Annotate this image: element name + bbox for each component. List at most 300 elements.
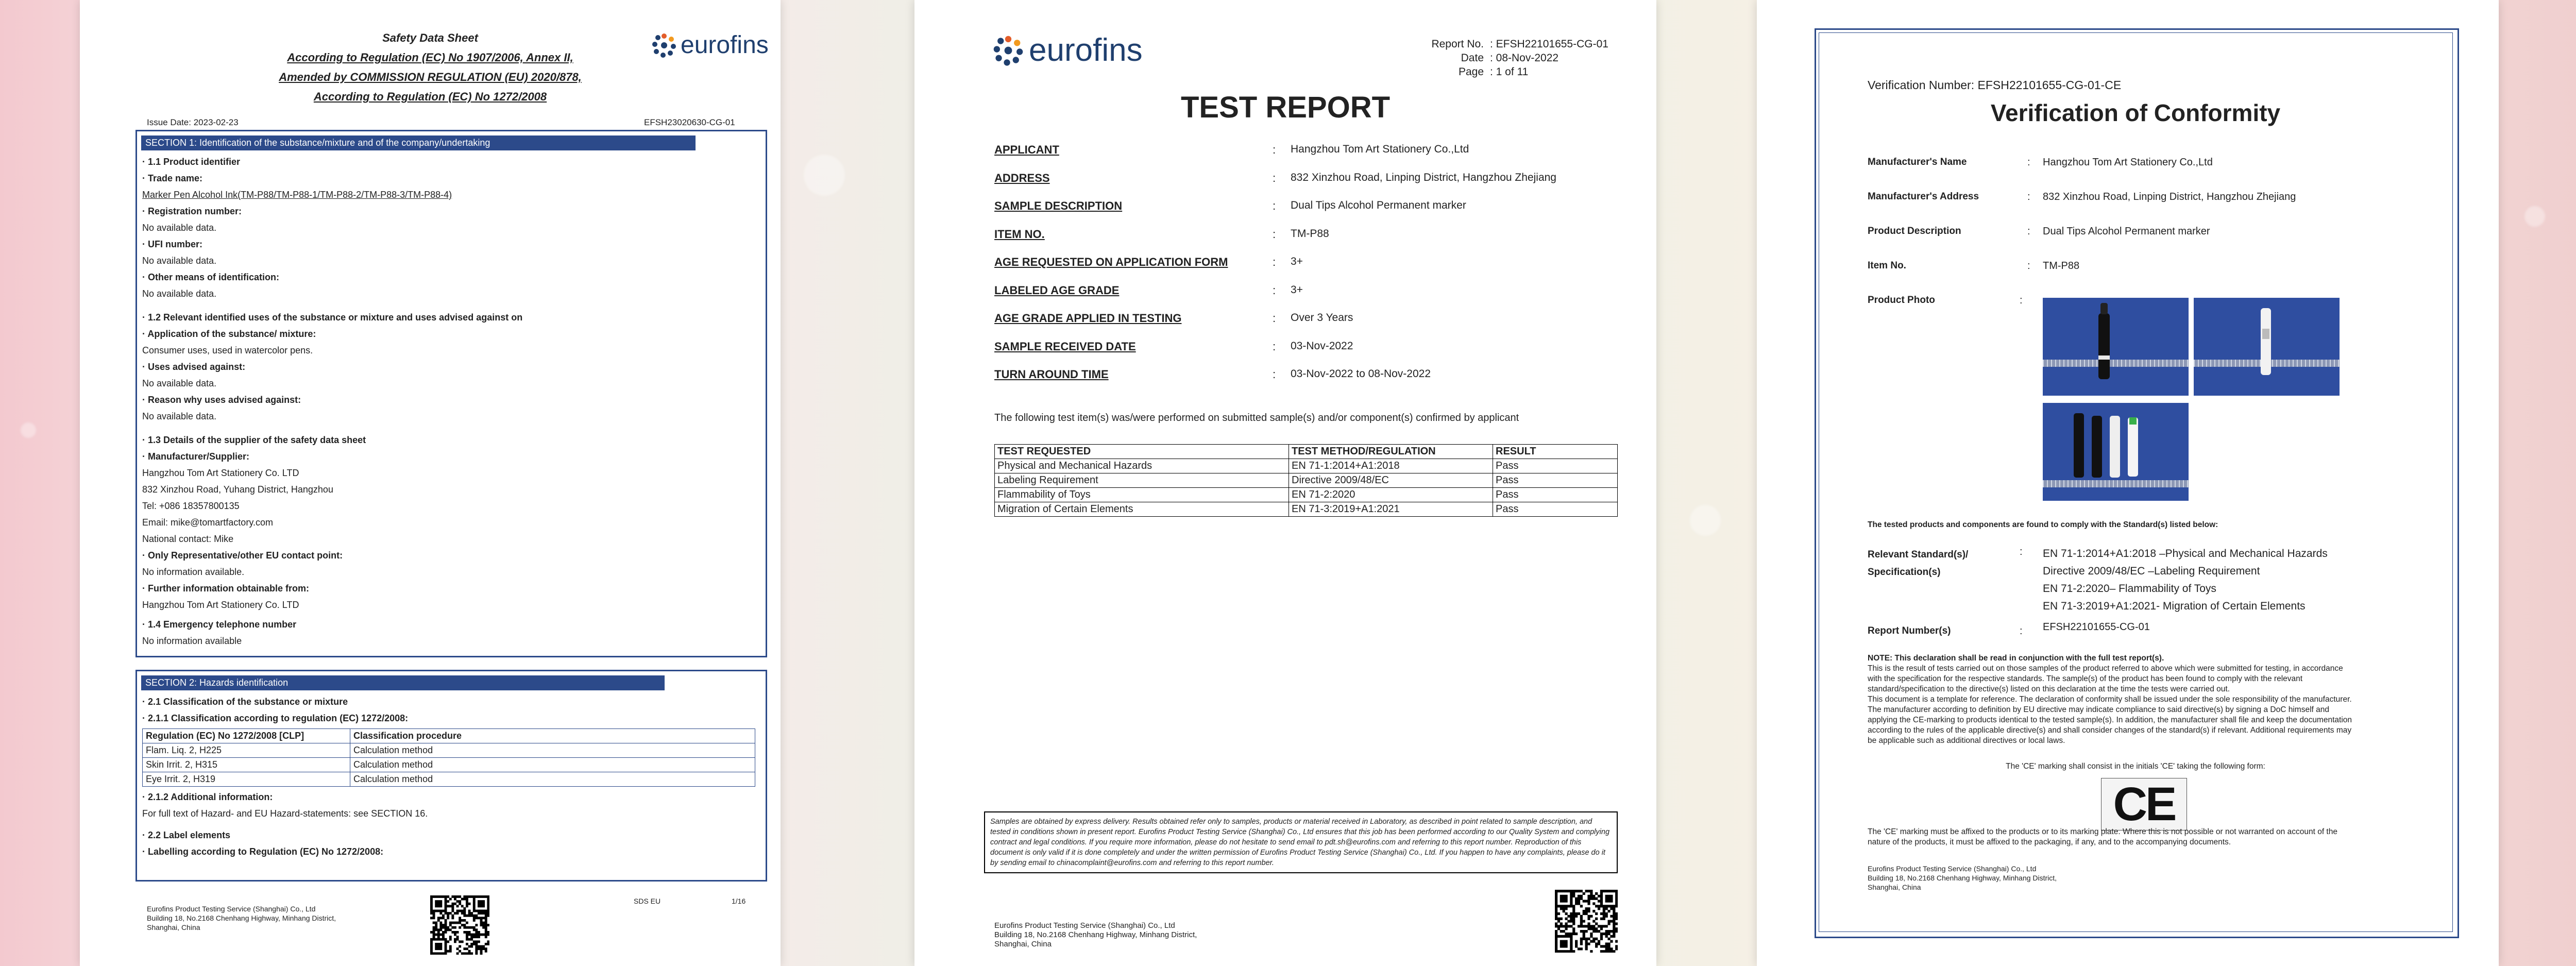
field-value: Hangzhou Tom Art Stationery Co.,Ltd xyxy=(2043,157,2213,168)
qr-module xyxy=(1585,925,1588,927)
qr-module xyxy=(1595,918,1598,920)
table-row xyxy=(143,758,755,772)
qr-module xyxy=(430,907,433,910)
page-number: : 1 of 11 xyxy=(1490,66,1529,78)
qr-module xyxy=(1572,890,1575,892)
qr-module xyxy=(485,928,487,931)
table-header: RESULT xyxy=(1493,445,1618,459)
sds-line: For full text of Hazard- and EU Hazard-statements: see SECTION 16. xyxy=(142,808,428,819)
qr-module xyxy=(1613,922,1615,925)
qr-module xyxy=(1560,950,1563,953)
qr-module xyxy=(1595,912,1598,915)
qr-module xyxy=(1555,892,1557,895)
qr-module xyxy=(1607,900,1610,903)
qr-module xyxy=(1590,892,1592,895)
field-label: Manufacturer's Name xyxy=(1868,157,1967,167)
ce-caption: The 'CE' marking shall consist in the initials 'CE' taking the following form: xyxy=(2006,762,2265,771)
qr-module xyxy=(482,895,485,898)
qr-module xyxy=(466,895,468,898)
date-label: Date xyxy=(1461,52,1484,64)
qr-module xyxy=(1572,915,1575,918)
table-cell: Skin Irrit. 2, H315 xyxy=(143,758,350,772)
standards-list xyxy=(2043,545,2328,615)
qr-module xyxy=(463,907,466,910)
qr-module xyxy=(470,914,473,917)
sds-line: · Application of the substance/ mixture: xyxy=(142,329,316,339)
qr-module xyxy=(430,947,433,950)
qr-code xyxy=(430,895,489,955)
qr-module xyxy=(459,926,461,929)
qr-module xyxy=(463,931,466,934)
qr-module xyxy=(1607,897,1610,900)
qr-code xyxy=(1555,890,1618,953)
qr-module xyxy=(1572,927,1575,930)
qr-module xyxy=(478,917,480,919)
qr-module xyxy=(473,903,476,905)
qr-module xyxy=(1605,935,1608,938)
qr-module xyxy=(473,919,476,922)
qr-module xyxy=(1580,940,1583,943)
field-value: 3+ xyxy=(1291,256,1303,267)
note-line: applying the CE-marking to products identical to the tested sample(s). In addition, the manufacturer shall file and keep the documentation xyxy=(1868,716,2352,724)
qr-module xyxy=(1563,942,1565,945)
qr-module xyxy=(430,905,433,907)
qr-module xyxy=(1600,925,1603,927)
qr-module xyxy=(473,917,476,919)
qr-module xyxy=(1613,890,1615,892)
footer-line: Building 18, No.2168 Chenhang Highway, Minhang District, xyxy=(147,914,336,922)
qr-module xyxy=(1583,920,1585,923)
test-results-table xyxy=(994,444,1618,517)
qr-module xyxy=(447,950,449,953)
sds-title: Safety Data Sheet xyxy=(382,31,478,44)
qr-module xyxy=(466,900,468,903)
qr-module xyxy=(470,912,473,914)
qr-module xyxy=(1580,930,1583,933)
section-1-title: SECTION 1: Identification of the substance/mixture and of the company/undertaking xyxy=(141,135,696,150)
report-footer-address xyxy=(994,921,1197,949)
qr-module xyxy=(433,931,435,934)
qr-module xyxy=(1605,907,1608,910)
sds-line: · UFI number: xyxy=(142,239,202,249)
qr-module xyxy=(1580,938,1583,940)
qr-module xyxy=(456,938,459,941)
qr-module xyxy=(468,950,471,953)
qr-module xyxy=(1613,905,1615,907)
qr-module xyxy=(1600,890,1603,892)
qr-module xyxy=(445,900,447,903)
qr-module xyxy=(485,934,487,936)
qr-module xyxy=(439,924,442,926)
qr-module xyxy=(1555,910,1557,912)
footer-line: Shanghai, China xyxy=(1868,883,1921,891)
qr-module xyxy=(1565,912,1568,915)
qr-module xyxy=(473,910,476,912)
qr-module xyxy=(1565,933,1568,935)
standard-item: Directive 2009/48/EC –Labeling Requirement xyxy=(2043,565,2260,577)
qr-module xyxy=(468,914,471,917)
qr-module xyxy=(1572,912,1575,915)
qr-module xyxy=(1557,935,1560,938)
qr-module xyxy=(473,934,476,936)
qr-module xyxy=(478,947,480,950)
qr-module xyxy=(470,934,473,936)
qr-module xyxy=(1590,933,1592,935)
qr-module xyxy=(1555,925,1557,927)
qr-module xyxy=(487,934,489,936)
sds-line: National contact: Mike xyxy=(142,534,234,544)
qr-module xyxy=(1570,945,1572,947)
table-row xyxy=(995,459,1618,473)
qr-module xyxy=(430,912,433,914)
qr-module xyxy=(1555,930,1557,933)
qr-module xyxy=(475,895,478,898)
qr-module xyxy=(449,945,452,948)
qr-module xyxy=(1572,922,1575,925)
qr-module xyxy=(451,926,454,929)
qr-module xyxy=(1587,938,1590,940)
qr-module xyxy=(1598,900,1600,903)
eurofins-logo-icon xyxy=(992,34,1025,67)
qr-module xyxy=(1607,922,1610,925)
qr-module xyxy=(1585,945,1588,947)
sds-line: · 2.1.2 Additional information: xyxy=(142,792,273,802)
qr-module xyxy=(1557,950,1560,953)
qr-module xyxy=(1575,897,1578,900)
qr-module xyxy=(1607,890,1610,892)
note-title: NOTE: This declaration shall be read in conjunction with the full test report(s). xyxy=(1868,654,2164,663)
qr-module xyxy=(480,917,483,919)
qr-module xyxy=(478,895,480,898)
qr-module xyxy=(456,952,459,955)
field-label: TURN AROUND TIME xyxy=(994,368,1109,381)
qr-module xyxy=(1580,905,1583,907)
qr-module xyxy=(1615,912,1618,915)
qr-module xyxy=(1600,918,1603,920)
background-bokeh xyxy=(1690,505,1721,536)
standard-item: EN 71-1:2014+A1:2018 –Physical and Mechanical Hazards xyxy=(2043,548,2328,560)
qr-module xyxy=(1555,895,1557,897)
qr-module xyxy=(1565,918,1568,920)
qr-module xyxy=(1560,895,1563,897)
qr-module xyxy=(1580,925,1583,927)
table-cell: Physical and Mechanical Hazards xyxy=(995,459,1289,473)
qr-module xyxy=(459,903,461,905)
sds-footer-code: SDS EU xyxy=(634,897,661,905)
qr-module xyxy=(473,914,476,917)
field-value: Dual Tips Alcohol Permanent marker xyxy=(2043,226,2210,237)
qr-module xyxy=(1578,912,1580,915)
qr-module xyxy=(1567,890,1570,892)
qr-module xyxy=(1565,900,1568,903)
qr-module xyxy=(435,947,437,950)
qr-module xyxy=(1605,905,1608,907)
qr-module xyxy=(466,922,468,924)
qr-module xyxy=(1610,940,1613,943)
qr-module xyxy=(1578,890,1580,892)
qr-module xyxy=(437,919,440,922)
qr-module xyxy=(1567,935,1570,938)
qr-module xyxy=(435,922,437,924)
qr-module xyxy=(1595,927,1598,930)
qr-module xyxy=(451,931,454,934)
qr-module xyxy=(480,922,483,924)
qr-module xyxy=(430,898,433,901)
voc-field-row: Manufacturer's Address : 832 Xinzhou Road, Linping District, Hangzhou Zhejiang xyxy=(1868,191,2434,226)
qr-module xyxy=(447,940,449,943)
declaration-note xyxy=(1868,653,2439,746)
qr-module xyxy=(1613,927,1615,930)
qr-module xyxy=(1572,950,1575,953)
qr-module xyxy=(473,936,476,938)
qr-module xyxy=(1585,907,1588,910)
qr-module xyxy=(456,922,459,924)
qr-module xyxy=(478,931,480,934)
qr-module xyxy=(475,945,478,948)
sds-line: 832 Xinzhou Road, Yuhang District, Hangzhou xyxy=(142,484,333,495)
qr-module xyxy=(475,917,478,919)
qr-module xyxy=(466,934,468,936)
sds-line: · Other means of identification: xyxy=(142,272,280,282)
background-bokeh xyxy=(21,422,36,438)
qr-module xyxy=(435,928,437,931)
qr-module xyxy=(459,910,461,912)
qr-module xyxy=(454,912,456,914)
qr-module xyxy=(447,905,449,907)
qr-module xyxy=(1570,890,1572,892)
qr-module xyxy=(1578,947,1580,950)
qr-module xyxy=(1587,897,1590,900)
qr-module xyxy=(1605,933,1608,935)
ce-line: The 'CE' marking must be affixed to the products or to its marking plate. Where this is not possible or not warranted on account of the xyxy=(1868,827,2337,836)
qr-module xyxy=(1595,905,1598,907)
sds-line: · Registration number: xyxy=(142,206,242,216)
qr-module xyxy=(445,940,447,943)
qr-module xyxy=(482,900,485,903)
qr-module xyxy=(1605,912,1608,915)
field-label: Manufacturer's Address xyxy=(1868,191,1979,202)
qr-module xyxy=(1610,900,1613,903)
qr-module xyxy=(1560,945,1563,947)
qr-module xyxy=(475,928,478,931)
qr-module xyxy=(433,917,435,919)
note-line: according to the rules of the applicable directive(s) and shall consider changes of the standard(s) if relevant. Additional requirements may xyxy=(1868,726,2352,735)
qr-module xyxy=(1572,892,1575,895)
qr-module xyxy=(1613,918,1615,920)
qr-module xyxy=(1592,940,1595,943)
qr-module xyxy=(447,917,449,919)
qr-module xyxy=(487,903,489,905)
qr-module xyxy=(1555,900,1557,903)
note-line: with the specification for the respective standards. The sample(s) of the product has been found to comply with the relevant xyxy=(1868,674,2303,683)
table-row xyxy=(995,502,1618,517)
qr-module xyxy=(1610,930,1613,933)
sds-line: No available data. xyxy=(142,378,217,388)
qr-module xyxy=(1567,933,1570,935)
qr-module xyxy=(1565,925,1568,927)
footer-line: Shanghai, China xyxy=(147,923,200,931)
qr-module xyxy=(1580,942,1583,945)
qr-module xyxy=(435,926,437,929)
qr-module xyxy=(463,919,466,922)
qr-module xyxy=(470,945,473,948)
qr-module xyxy=(1587,915,1590,918)
qr-module xyxy=(1583,933,1585,935)
qr-module xyxy=(487,900,489,903)
table-cell: Flam. Liq. 2, H225 xyxy=(143,743,350,758)
table-cell: Pass xyxy=(1493,473,1618,488)
qr-module xyxy=(456,931,459,934)
qr-module xyxy=(1600,902,1603,905)
qr-module xyxy=(439,903,442,905)
qr-module xyxy=(1560,890,1563,892)
qr-module xyxy=(1565,897,1568,900)
qr-module xyxy=(454,922,456,924)
field-label: AGE REQUESTED ON APPLICATION FORM xyxy=(994,256,1228,268)
sds-line: · 1.4 Emergency telephone number xyxy=(142,619,297,630)
qr-module xyxy=(1570,938,1572,940)
qr-module xyxy=(456,900,459,903)
qr-module xyxy=(1600,912,1603,915)
sds-line: Consumer uses, used in watercolor pens. xyxy=(142,345,313,355)
qr-module xyxy=(456,947,459,950)
standard-item: EN 71-3:2019+A1:2021- Migration of Certain Elements xyxy=(2043,600,2306,612)
qr-module xyxy=(1583,912,1585,915)
qr-module xyxy=(468,895,471,898)
qr-module xyxy=(1595,945,1598,947)
qr-module xyxy=(442,936,445,938)
qr-module xyxy=(1610,915,1613,918)
qr-module xyxy=(1570,895,1572,897)
qr-module xyxy=(439,928,442,931)
sds-line: · Manufacturer/Supplier: xyxy=(142,451,250,462)
qr-module xyxy=(1570,940,1572,943)
footer-line: Eurofins Product Testing Service (Shanghai) Co., Ltd xyxy=(147,905,316,913)
table-header: TEST REQUESTED xyxy=(995,445,1289,459)
qr-module xyxy=(459,917,461,919)
section-1-lines xyxy=(137,154,766,649)
qr-module xyxy=(473,940,476,943)
qr-module xyxy=(1585,910,1588,912)
qr-module xyxy=(1615,947,1618,950)
field-label: LABELED AGE GRADE xyxy=(994,283,1120,297)
qr-module xyxy=(1575,915,1578,918)
verification-title: Verification of Conformity xyxy=(1990,99,2281,126)
qr-module xyxy=(1580,947,1583,950)
qr-module xyxy=(437,952,440,955)
qr-module xyxy=(451,903,454,905)
test-report-page xyxy=(914,0,1656,966)
qr-module xyxy=(482,947,485,950)
qr-module xyxy=(1560,940,1563,943)
table-row xyxy=(143,772,755,787)
section-2-title: SECTION 2: Hazards identification xyxy=(141,675,665,690)
qr-module xyxy=(430,950,433,953)
sds-line: No available data. xyxy=(142,256,217,266)
qr-module xyxy=(1615,897,1618,900)
qr-module xyxy=(485,924,487,926)
field-value: Hangzhou Tom Art Stationery Co.,Ltd xyxy=(1291,143,1469,155)
qr-module xyxy=(466,914,468,917)
table-cell: Flammability of Toys xyxy=(995,488,1289,502)
qr-module xyxy=(485,922,487,924)
qr-module xyxy=(1578,900,1580,903)
qr-module xyxy=(1615,918,1618,920)
qr-module xyxy=(478,900,480,903)
qr-module xyxy=(482,912,485,914)
table-cell: EN 71-1:2014+A1:2018 xyxy=(1289,459,1493,473)
qr-module xyxy=(449,912,452,914)
qr-module xyxy=(435,910,437,912)
qr-module xyxy=(1563,950,1565,953)
qr-module xyxy=(1565,905,1568,907)
qr-module xyxy=(1615,922,1618,925)
qr-module xyxy=(1555,933,1557,935)
qr-module xyxy=(1598,925,1600,927)
qr-module xyxy=(459,950,461,953)
qr-module xyxy=(485,914,487,917)
qr-module xyxy=(1572,910,1575,912)
qr-module xyxy=(1570,915,1572,918)
qr-module xyxy=(1560,905,1563,907)
qr-module xyxy=(478,940,480,943)
standards-label xyxy=(1868,546,1968,581)
qr-module xyxy=(485,936,487,938)
qr-module xyxy=(1560,907,1563,910)
qr-module xyxy=(437,943,440,945)
qr-module xyxy=(480,910,483,912)
qr-module xyxy=(470,938,473,941)
qr-module xyxy=(1580,915,1583,918)
qr-module xyxy=(1615,927,1618,930)
qr-module xyxy=(1572,930,1575,933)
qr-module xyxy=(461,940,464,943)
qr-module xyxy=(454,938,456,941)
qr-module xyxy=(485,931,487,934)
qr-module xyxy=(1578,925,1580,927)
qr-module xyxy=(437,934,440,936)
table-header: TEST METHOD/REGULATION xyxy=(1289,445,1493,459)
sds-line: No available data. xyxy=(142,289,217,299)
qr-module xyxy=(475,910,478,912)
qr-module xyxy=(1600,900,1603,903)
qr-module xyxy=(480,945,483,948)
report-meta xyxy=(1419,37,1608,79)
qr-module xyxy=(1607,920,1610,923)
qr-module xyxy=(473,900,476,903)
field-label: APPLICANT xyxy=(994,143,1059,156)
field-value: 03-Nov-2022 xyxy=(1291,340,1353,352)
qr-module xyxy=(1560,922,1563,925)
table-cell: Directive 2009/48/EC xyxy=(1289,473,1493,488)
qr-module xyxy=(1603,910,1605,912)
qr-module xyxy=(482,905,485,907)
sds-regulation-line: Amended by COMMISSION REGULATION (EU) 2020/878, xyxy=(279,71,582,83)
qr-module xyxy=(1555,905,1557,907)
qr-module xyxy=(1607,933,1610,935)
eurofins-logo xyxy=(651,31,769,59)
qr-module xyxy=(439,905,442,907)
field-value: Over 3 Years xyxy=(1291,312,1353,324)
qr-module xyxy=(1555,915,1557,918)
sds-regulation-line: According to Regulation (EC) No 1272/2008 xyxy=(313,90,547,103)
qr-module xyxy=(1555,950,1557,953)
qr-module xyxy=(1607,930,1610,933)
qr-module xyxy=(445,928,447,931)
qr-module xyxy=(1555,902,1557,905)
qr-module xyxy=(442,895,445,898)
qr-module xyxy=(466,905,468,907)
